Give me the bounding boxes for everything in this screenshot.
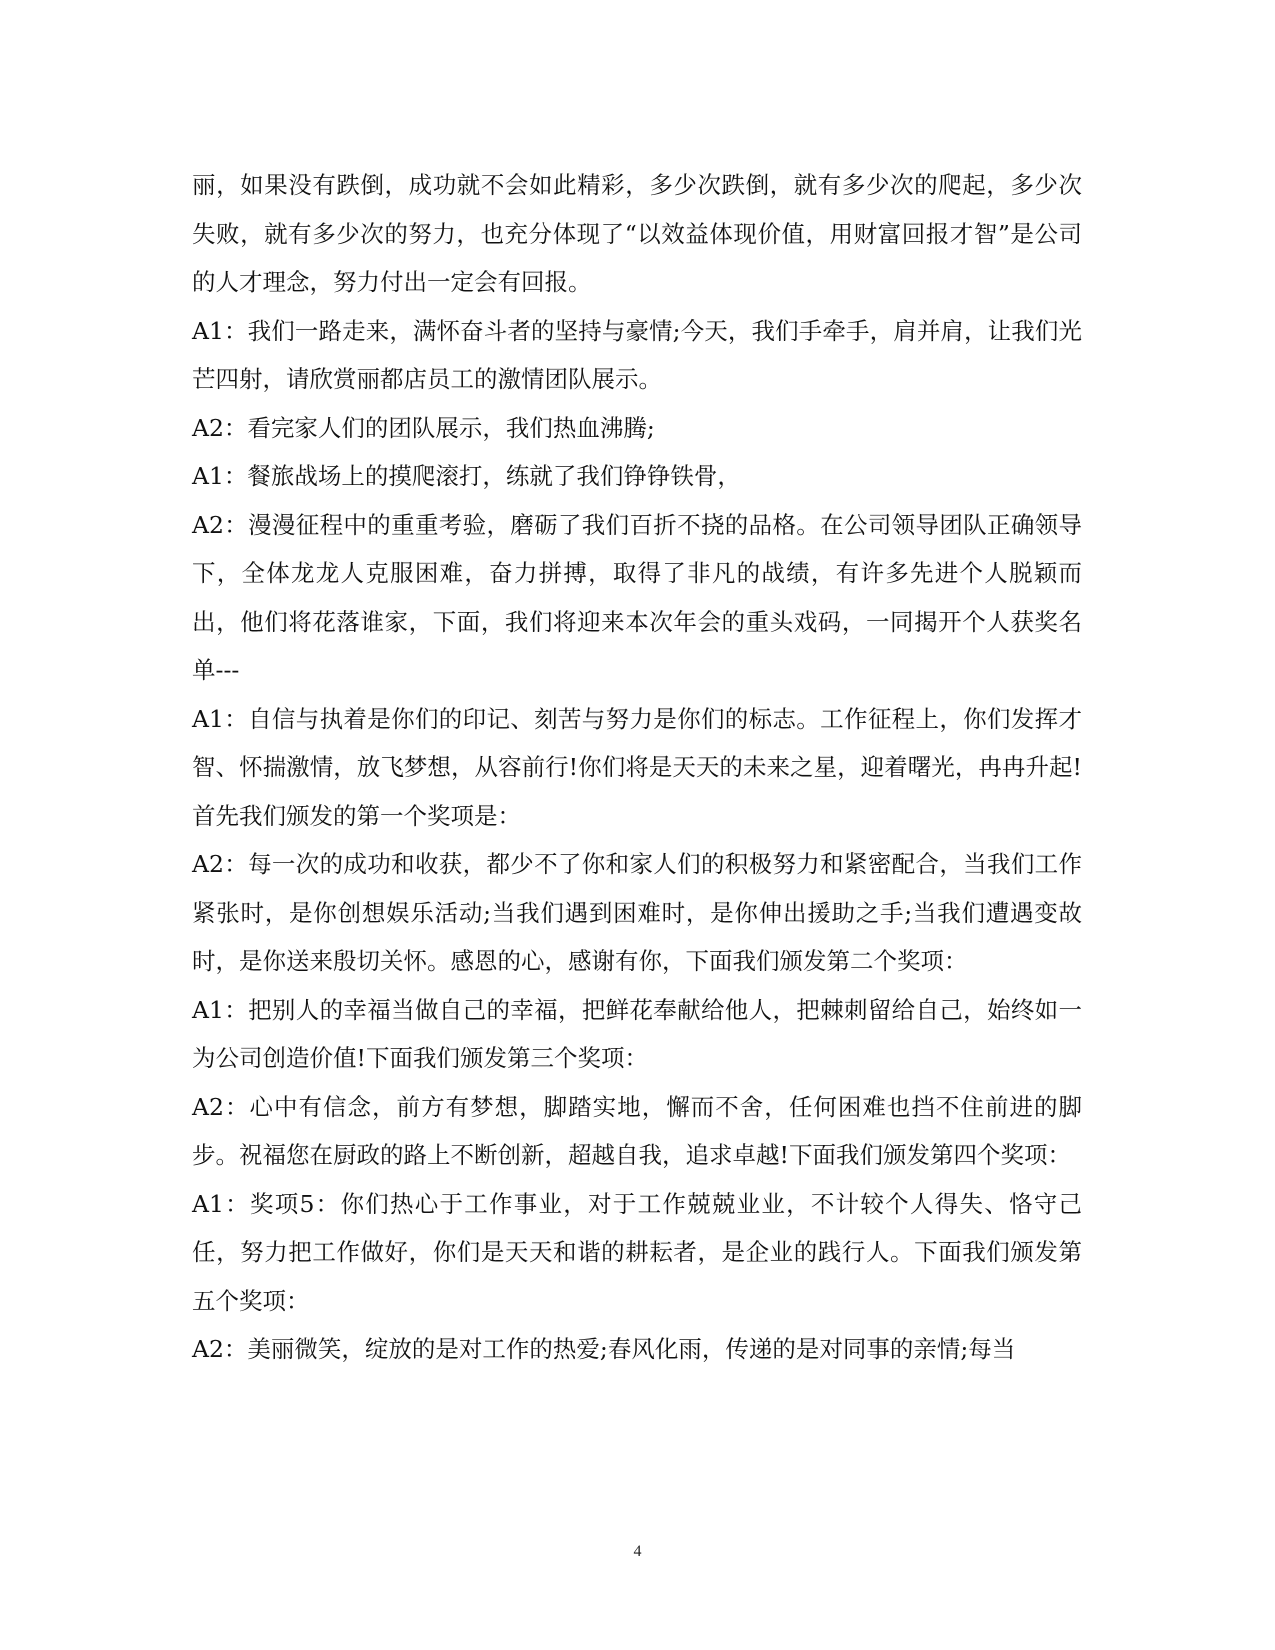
paragraph: A2：每一次的成功和收获，都少不了你和家人们的积极努力和紧密配合，当我们工作紧张时，是你创想娱乐活动;当我们遇到困难时，是你伸出援助之手;当我们遭遇变故时，是你送来殷切关怀。感恩的心，感谢有你，下面我们颁发第二个奖项： <box>192 850 1082 975</box>
paragraph: 丽，如果没有跌倒，成功就不会如此精彩，多少次跌倒，就有多少次的爬起，多少次失败，就有多少次的努力，也充分体现了“以效益体现价值，用财富回报才智”是公司的人才理念，努力付出一定会有回报。 <box>192 171 1082 296</box>
paragraph: A2：美丽微笑，绽放的是对工作的热爱;春风化雨，传递的是对同事的亲情;每当 <box>192 1335 1016 1363</box>
paragraph: A2：看完家人们的团队展示，我们热血沸腾; <box>192 413 655 442</box>
paragraph: A2：漫漫征程中的重重考验，磨砺了我们百折不挠的品格。在公司领导团队正确领导下，全体龙龙人克服困难，奋力拼搏，取得了非凡的战绩，有许多先进个人脱颖而出，他们将花落谁家，下面，我们将迎来本次年会的重头戏码，一同揭开个人获奖名单--- <box>192 510 1082 684</box>
paragraph: A1：我们一路走来，满怀奋斗者的坚持与豪情;今天，我们手牵手，肩并肩，让我们光芒四射，请欣赏丽都店员工的激情团队展示。 <box>192 316 1082 393</box>
paragraph: A1：把别人的幸福当做自己的幸福，把鲜花奉献给他人，把棘刺留给自己，始终如一为公司创造价值!下面我们颁发第三个奖项： <box>192 995 1082 1072</box>
page-number: 4 <box>633 1543 642 1560</box>
paragraph: A1：餐旅战场上的摸爬滚打，练就了我们铮铮铁骨， <box>192 462 741 490</box>
document-body <box>192 161 1082 1374</box>
paragraph: A1：自信与执着是你们的印记、刻苦与努力是你们的标志。工作征程上，你们发挥才智、怀揣激情，放飞梦想，从容前行!你们将是天天的未来之星，迎着曙光，冉冉升起!首先我们颁发的第一个奖项是： <box>192 704 1082 830</box>
paragraph: A1：奖项5：你们热心于工作事业，对于工作兢兢业业，不计较个人得失、恪守己任，努力把工作做好，你们是天天和谐的耕耘者，是企业的践行人。下面我们颁发第五个奖项： <box>192 1189 1082 1315</box>
paragraph: A2：心中有信念，前方有梦想，脚踏实地，懈而不舍，任何困难也挡不住前进的脚步。祝福您在厨政的路上不断创新，超越自我，追求卓越!下面我们颁发第四个奖项： <box>192 1092 1082 1169</box>
